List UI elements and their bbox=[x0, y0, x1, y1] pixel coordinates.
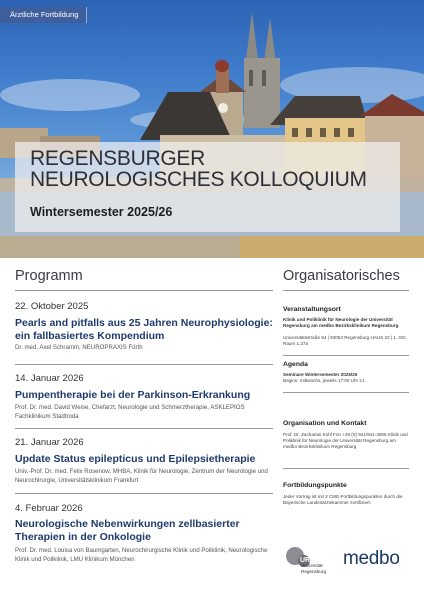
event-title: Pearls and pitfalls aus 25 Jahren Neurophysiologie: ein fallbasiertes Kompendium bbox=[15, 317, 273, 342]
event-speaker: Univ.-Prof. Dr. med. Felix Rosenow, MHBA, Klinik für Neurologie, Zentrum der Neurologie und Neurochirurgie, Universitätsklinikum Frankfurt bbox=[15, 468, 268, 484]
event-date: 22. Oktober 2025 bbox=[15, 301, 89, 312]
venue-title: Veranstaltungsort bbox=[283, 306, 341, 313]
medbo-logo: medbo bbox=[343, 548, 400, 569]
divider bbox=[283, 355, 409, 356]
points-title: Fortbildungspunkte bbox=[283, 482, 347, 489]
divider bbox=[15, 493, 273, 494]
organisation-heading: Organisatorisches bbox=[283, 268, 400, 284]
agenda-line1: Seminare Wintersemester 2025/26 bbox=[283, 372, 358, 377]
contact-title: Organisation und Kontakt bbox=[283, 420, 367, 427]
divider bbox=[283, 392, 409, 393]
event-title: Update Status epilepticus und Epilepsietherapie bbox=[15, 453, 256, 465]
points-text: Jeder Vortrag ist mit 2 CME-Fortbildungspunkten durch die Bayerische Landesärztekammer zertifiziert. bbox=[283, 494, 403, 505]
event-date: 14. Januar 2026 bbox=[15, 373, 84, 384]
event-speaker: Prof. Dr. med. David Weise, Chefarzt, Neurologie und Schmerztherapie, ASKLEPIOS Fachklinikum Stadtroda bbox=[15, 404, 245, 420]
university-name: Universität Regensburg bbox=[301, 563, 327, 574]
event-title: Neurologische Nebenwirkungen zellbasierter Therapien in der Onkologie bbox=[15, 518, 240, 543]
divider bbox=[283, 468, 409, 469]
event-date: 4. Februar 2026 bbox=[15, 503, 83, 514]
agenda-title: Agenda bbox=[283, 361, 308, 368]
divider bbox=[15, 364, 273, 365]
event-speaker: Prof. Dr. med. Louisa von Baumgarten, Neurochirurgische Klinik und Poliklinik, Neurologische Klinik und Poliklinik, LMU Klinikum München bbox=[15, 547, 268, 563]
divider bbox=[15, 428, 273, 429]
contact-text: Prof. Dr. Zacharias Kohl Fon +49 (0) 941/941-3006 Klinik und Poliklinik für Neurologie der Universität Regensburg am medbo Bezirksklinikum Regensburg bbox=[283, 432, 408, 449]
divider bbox=[283, 290, 409, 291]
venue-address: Universitätsstraße 84 | 93053 Regensburg HAUS 22 | 1. OG, Raum 1.27a bbox=[283, 335, 407, 346]
divider bbox=[15, 290, 273, 291]
category-badge: Ärztliche Fortbildung bbox=[0, 7, 87, 23]
event-title: Pumpentherapie bei der Parkinson-Erkrankung bbox=[15, 389, 251, 401]
page-title-line1: REGENSBURGER bbox=[30, 147, 205, 170]
agenda-line2: Beginn: mittwochs, jeweils 17:00 Uhr s.t. bbox=[283, 378, 366, 383]
page-title-line2: NEUROLOGISCHES KOLLOQUIUM bbox=[30, 168, 367, 191]
ur-mark: UR bbox=[300, 557, 311, 564]
venue-name: Klinik und Poliklinik für Neurologie der Universität Regensburg am medbo Bezirksklinikum Regensburg bbox=[283, 317, 399, 328]
semester-label: Wintersemester 2025/26 bbox=[30, 205, 173, 219]
program-heading: Programm bbox=[15, 268, 83, 284]
event-date: 21. Januar 2026 bbox=[15, 437, 84, 448]
event-speaker: Dr. med. Axel Schramm, NEUROPRAXIS Fürth bbox=[15, 344, 143, 351]
